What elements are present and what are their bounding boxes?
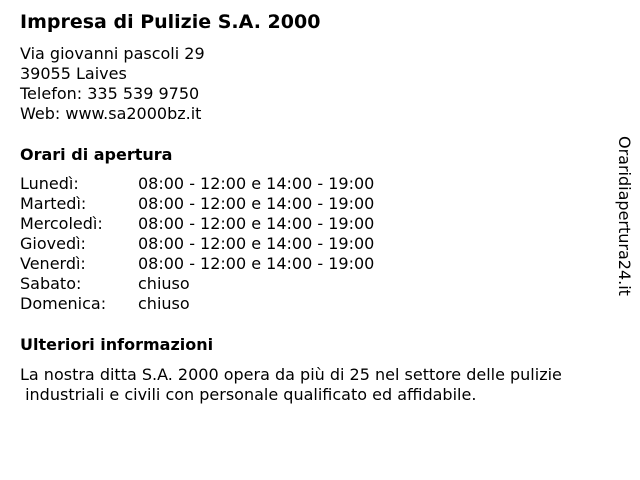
hours-row-saturday <box>20 274 374 294</box>
hours-row-tuesday <box>20 194 374 214</box>
hours-row-monday <box>20 174 374 194</box>
hours-time-value: chiuso <box>138 294 190 313</box>
hours-day-label: Martedì: <box>20 194 87 213</box>
address-city: 39055 Laives <box>20 64 127 83</box>
hours-row-wednesday <box>20 214 374 234</box>
address-street: Via giovanni pascoli 29 <box>20 44 205 63</box>
hours-day-label: Sabato: <box>20 274 82 293</box>
address-block <box>20 44 205 124</box>
hours-day-label: Lunedì: <box>20 174 79 193</box>
opening-hours-table <box>20 174 374 314</box>
more-info-heading: Ulteriori informazioni <box>20 335 214 354</box>
hours-day-label: Domenica: <box>20 294 107 313</box>
more-info-text: La nostra ditta S.A. 2000 opera da più di 25 nel settore delle pulizie industriali e civili con personale qualificato ed affidabile. <box>20 365 562 404</box>
hours-day-label: Mercoledì: <box>20 214 103 233</box>
hours-day-label: Venerdì: <box>20 254 86 273</box>
hours-day-label: Giovedì: <box>20 234 86 253</box>
hours-time-value: chiuso <box>138 274 190 293</box>
phone-number: Telefon: 335 539 9750 <box>20 84 200 103</box>
site-watermark: Oraridiapertura24.it <box>615 136 634 296</box>
hours-row-friday <box>20 254 374 274</box>
opening-hours-heading: Orari di apertura <box>20 145 173 164</box>
hours-time-value: 08:00 - 12:00 e 14:00 - 19:00 <box>138 194 375 213</box>
hours-row-thursday <box>20 234 374 254</box>
hours-row-sunday <box>20 294 374 314</box>
page-title: Impresa di Pulizie S.A. 2000 <box>20 11 321 33</box>
hours-time-value: 08:00 - 12:00 e 14:00 - 19:00 <box>138 254 375 273</box>
hours-time-value: 08:00 - 12:00 e 14:00 - 19:00 <box>138 234 375 253</box>
hours-time-value: 08:00 - 12:00 e 14:00 - 19:00 <box>138 214 375 233</box>
hours-time-value: 08:00 - 12:00 e 14:00 - 19:00 <box>138 174 375 193</box>
website-link[interactable]: Web: www.sa2000bz.it <box>20 104 202 123</box>
